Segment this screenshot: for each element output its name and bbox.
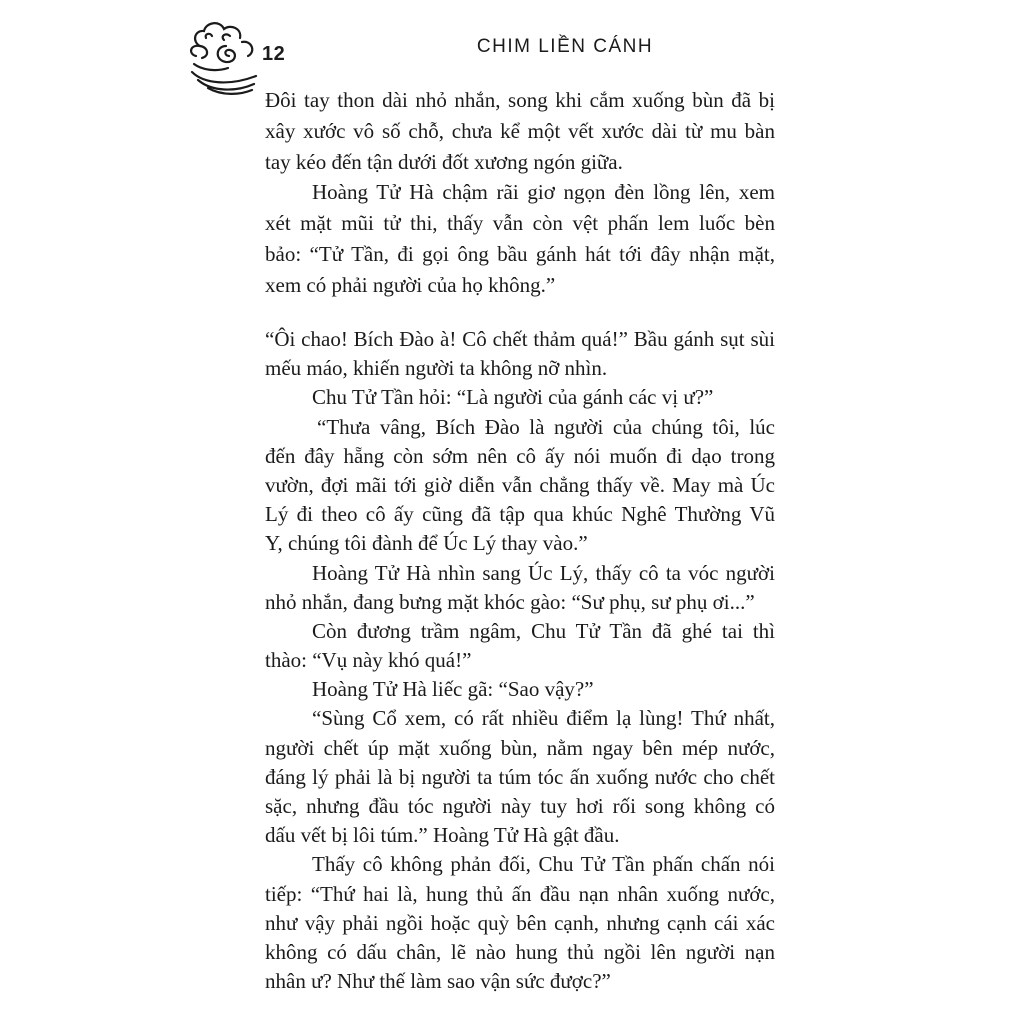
text-line: “Thưa vâng, Bích Đào là người của chúng tôi, lúc [317, 414, 775, 439]
page-number: 12 [262, 43, 286, 65]
text-line: thào: “Vụ này khó quá!” [265, 648, 472, 673]
text-line: đáng lý phải là bị người ta túm tóc ấn xuống nước cho chết [265, 764, 775, 789]
text-line: “Sùng Cổ xem, có rất nhiều điểm lạ lùng! Thứ nhất, [312, 706, 775, 731]
paragraph-block-bottom [265, 325, 775, 996]
text-line: nhân ư? Như thế làm sao vận sức được?” [265, 969, 611, 994]
text-line: Hoàng Tử Hà chậm rãi giơ ngọn đèn lồng lên, xem [312, 180, 775, 205]
text-line: Y, chúng tôi đành để Úc Lý thay vào.” [265, 531, 588, 556]
text-line: sặc, nhưng đầu tóc người này tuy hơi rối song không có [265, 794, 775, 818]
text-line: xét mặt mũi tử thi, thấy vẫn còn vệt phấn lem luốc bèn [265, 211, 775, 236]
text-line: Còn đương trầm ngâm, Chu Tử Tần đã ghé tai thì [312, 618, 775, 643]
text-line: như vậy phải ngồi hoặc quỳ bên cạnh, nhưng cạnh cái xác [265, 910, 775, 935]
text-line: xây xước vô số chỗ, chưa kể một vết xước dài từ mu bàn [265, 118, 775, 143]
text-line: Hoàng Tử Hà liếc gã: “Sao vậy?” [312, 677, 594, 702]
text-line: dấu vết bị lôi túm.” Hoàng Tử Hà gật đầu. [265, 823, 620, 848]
text-line: tay kéo đến tận dưới đốt xương ngón giữa. [265, 149, 623, 174]
text-line: vườn, đợi mãi tới giờ diễn vẫn chẳng thấy về. May mà Úc [265, 472, 775, 497]
text-line: nhỏ nhắn, đang bưng mặt khóc gào: “Sư phụ, sư phụ ơi...” [265, 589, 755, 614]
text-line: không có dấu chân, lẽ nào hung thủ ngồi lên người nạn [265, 939, 775, 964]
running-title: CHIM LIỀN CÁNH [476, 36, 654, 57]
text-line: bảo: “Tử Tần, đi gọi ông bầu gánh hát tới đây nhận mặt, [265, 241, 775, 266]
cloud-swirl-ornament-icon [186, 16, 262, 96]
text-line: Chu Tử Tần hỏi: “Là người của gánh các vị ư?” [312, 385, 714, 410]
text-line: Thấy cô không phản đối, Chu Tử Tần phấn chấn nói [312, 852, 775, 877]
text-line: người chết úp mặt xuống bùn, nằm ngay bên mép nước, [265, 735, 775, 760]
text-line: tiếp: “Thứ hai là, hung thủ ấn đầu nạn nhân xuống nước, [265, 881, 775, 906]
text-line: Hoàng Tử Hà nhìn sang Úc Lý, thấy cô ta vóc người [312, 560, 775, 585]
text-line: đến đây hẵng còn sớm nên cô ấy nói muốn đi dạo trong [265, 443, 775, 468]
paragraph-block-top [265, 85, 775, 301]
text-line: Lý đi theo cô ấy cũng đã tập qua khúc Nghê Thường Vũ [265, 502, 775, 527]
text-line: mếu máo, khiến người ta không nỡ nhìn. [265, 356, 608, 381]
text-line: “Ôi chao! Bích Đào à! Cô chết thảm quá!” Bầu gánh sụt sùi [265, 327, 775, 351]
text-line: Đôi tay thon dài nhỏ nhắn, song khi cắm xuống bùn đã bị [265, 88, 775, 112]
text-line: xem có phải người của họ không.” [265, 272, 556, 297]
